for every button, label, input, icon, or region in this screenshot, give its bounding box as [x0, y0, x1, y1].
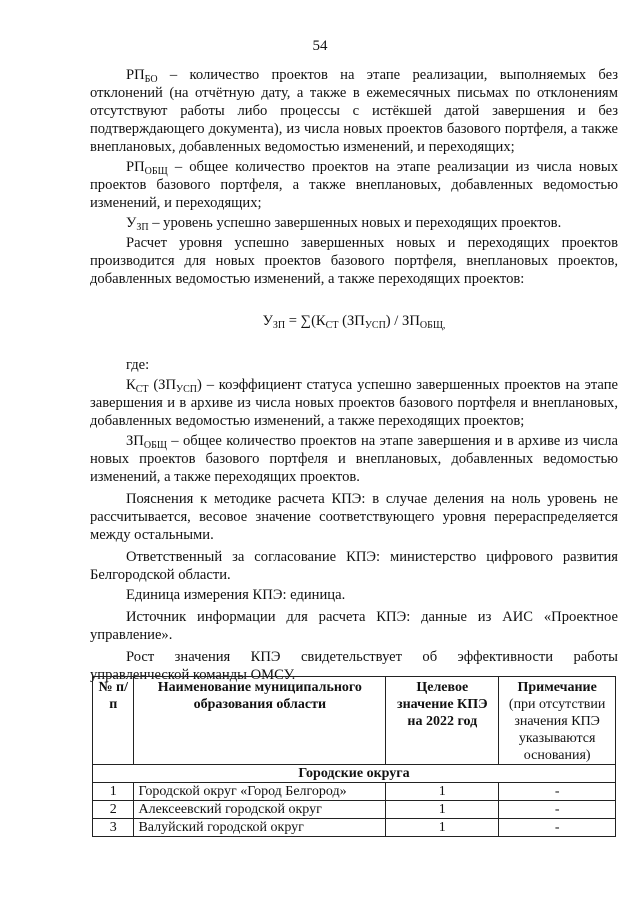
- paragraph-explanations: Пояснения к методике расчета КПЭ: в случае деления на ноль уровень не рассчитывается, весовое значение соответствующего уровня перераспределяется между остальными.: [90, 491, 618, 543]
- header-target: Целевое значение КПЭ на 2022 год: [386, 677, 499, 765]
- header-note: [499, 677, 616, 765]
- paragraph-zp-obsch: $ЗП_{ОБЩ}$ – общее количество проектов на этапе завершения и в архиве из числа новых проектов базового портфеля и внеплановых, добавленных ведомостью изменений, а также переходящих проектов.: [90, 433, 618, 485]
- table-header-row: [93, 677, 616, 765]
- paragraph-responsible: Ответственный за согласование КПЭ: министерство цифрового развития Белгородской области.: [90, 549, 618, 583]
- row-note: -: [499, 819, 616, 837]
- row-note: -: [499, 783, 616, 801]
- row-num: 1: [93, 783, 134, 801]
- paragraph-rp-obsch: $РП_{ОБЩ}$ – общее количество проектов на этапе реализации из числа новых проектов базового портфеля, а также внеплановых, добавленных ведомостью изменений, и переходящих;: [90, 159, 618, 211]
- paragraph-unit: Единица измерения КПЭ: единица.: [126, 587, 346, 603]
- where-label: где:: [126, 357, 150, 373]
- row-name: Валуйский городской округ: [134, 819, 386, 837]
- paragraph-calculation: Расчет уровня успешно завершенных новых и переходящих проектов производится для новых проектов базового портфеля, внеплановых проектов, добавленных ведомостью изменений, а также переходящих проектов:: [90, 235, 618, 287]
- row-num: 3: [93, 819, 134, 837]
- page-number: 54: [312, 38, 328, 54]
- paragraph-u-zp: $У_{ЗП}$ – уровень успешно завершенных новых и переходящих проектов.: [126, 215, 562, 233]
- row-value: 1: [386, 819, 499, 837]
- table-row: [93, 801, 616, 819]
- paragraph-rp-bo: $РП_{БО}$ – количество проектов на этапе реализации, выполняемых без отклонений (на отчётную дату, а также в ежемесячных письмах по отклонениям отсутствуют работы либо процессы с истёкшей датой завершения и без подтверждающего документа), из числа новых проектов базового портфеля, а также внеплановых, добавленных ведомостью изменений, и переходящих;: [90, 67, 618, 155]
- table-row: [93, 819, 616, 837]
- table-row: [93, 783, 616, 801]
- paragraph-k-st: $К_{СТ}$ $(ЗП_{УСП})$ – коэффициент статуса успешно завершенных проектов на этапе завершения и в архиве из числа новых проектов базового портфеля и внеплановых, добавленных ведомостью изменений, а также переходящих проектов;: [90, 377, 618, 429]
- kpi-table: [92, 676, 616, 837]
- header-note-title: Примечание: [517, 680, 597, 695]
- row-value: 1: [386, 783, 499, 801]
- header-num: № п/п: [93, 677, 134, 765]
- header-name: Наименование муниципального образования области: [134, 677, 386, 765]
- formula: $У_{ЗП} = \sum(К_{СТ}$ $(ЗП_{УСП}) / ЗП_{ОБЩ,}$: [262, 313, 446, 331]
- body-text: [90, 66, 618, 686]
- group-row: [93, 765, 616, 783]
- row-num: 2: [93, 801, 134, 819]
- row-value: 1: [386, 801, 499, 819]
- paragraph-source: Источник информации для расчета КПЭ: данные из АИС «Проектное управление».: [90, 609, 618, 643]
- row-name: Городской округ «Город Белгород»: [134, 783, 386, 801]
- row-note: -: [499, 801, 616, 819]
- row-name: Алексеевский городской округ: [134, 801, 386, 819]
- group-label: Городские округа: [93, 765, 616, 783]
- header-note-text: (при отсутствии значения КПЭ указываются основания): [508, 697, 606, 763]
- paragraph-growth: Рост значения КПЭ свидетельствует об эффективности работы управленческой команды ОМСУ.: [90, 649, 618, 683]
